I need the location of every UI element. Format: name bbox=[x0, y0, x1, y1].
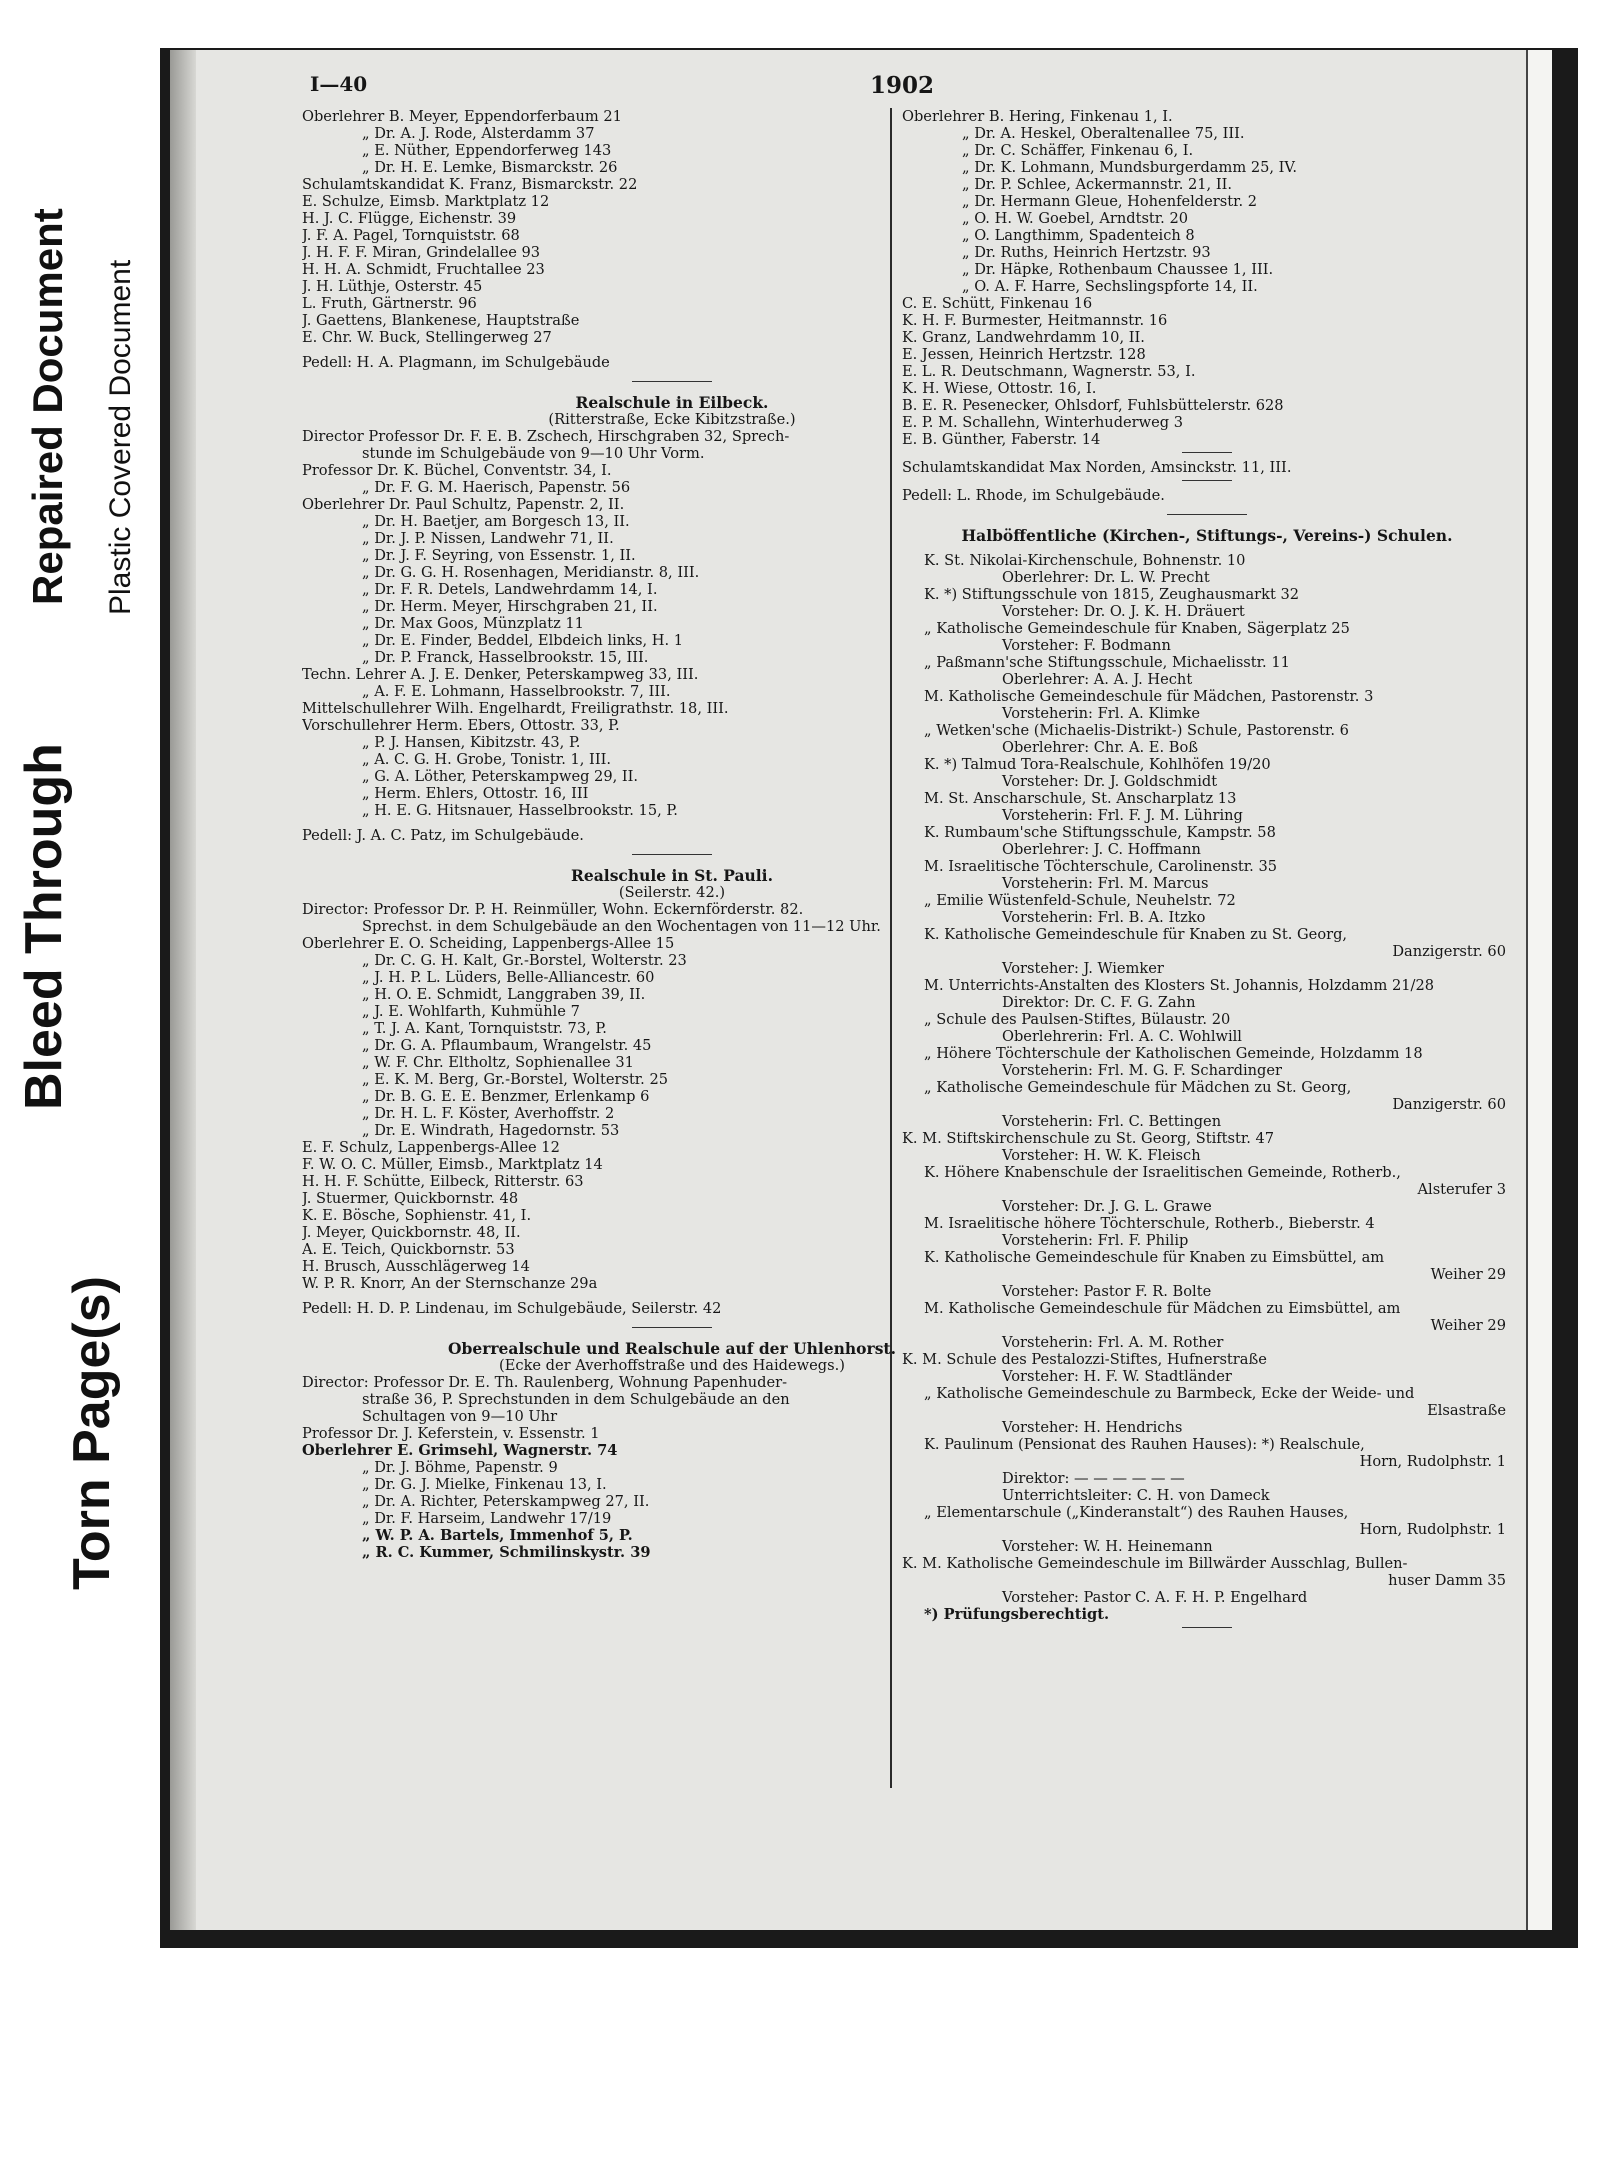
list-item: Vorschullehrer Herm. Ebers, Ottostr. 33, P. bbox=[302, 717, 620, 734]
section-title-uhlenhorst: Oberrealschule und Realschule auf der Uhlenhorst. bbox=[448, 1339, 896, 1358]
list-item: Oberlehrer B. Hering, Finkenau 1, I. bbox=[902, 108, 1173, 125]
list-item: Direktor: — — — — — — bbox=[1002, 1470, 1185, 1487]
list-item: K. H. Wiese, Ottostr. 16, I. bbox=[902, 380, 1097, 397]
list-item: F. W. O. C. Müller, Eimsb., Marktplatz 14 bbox=[302, 1156, 603, 1173]
list-item: „ Schule des Paulsen-Stiftes, Bülaustr. 20 bbox=[924, 1011, 1231, 1028]
list-item: Oberlehrer E. O. Scheiding, Lappenbergs-Allee 15 bbox=[302, 935, 675, 952]
list-item: J. Stuermer, Quickbornstr. 48 bbox=[302, 1190, 519, 1207]
list-item: J. Gaettens, Blankenese, Hauptstraße bbox=[302, 312, 580, 329]
right-column bbox=[902, 108, 1512, 1634]
list-item: „ O. H. W. Goebel, Arndtstr. 20 bbox=[962, 210, 1189, 227]
list-item: K. *) Talmud Tora-Realschule, Kohlhöfen 19/20 bbox=[924, 756, 1271, 773]
page-right-edge bbox=[1526, 50, 1552, 1930]
list-item: „ A. F. E. Lohmann, Hasselbrookstr. 7, III. bbox=[362, 683, 671, 700]
list-item: Vorsteherin: Frl. F. J. M. Lühring bbox=[1002, 807, 1243, 824]
list-item: Elsastraße bbox=[1427, 1402, 1506, 1419]
list-item: „ Dr. H. L. F. Köster, Averhoffstr. 2 bbox=[362, 1105, 615, 1122]
list-item: Horn, Rudolphstr. 1 bbox=[1359, 1453, 1506, 1470]
list-item: „ H. O. E. Schmidt, Langgraben 39, II. bbox=[362, 986, 646, 1003]
semi-public-schools-list bbox=[902, 552, 1512, 1623]
list-item: J. H. F. F. Miran, Grindelallee 93 bbox=[302, 244, 541, 261]
list-item: „ T. J. A. Kant, Tornquiststr. 73, P. bbox=[362, 1020, 607, 1037]
list-item: Alsterufer 3 bbox=[1417, 1181, 1506, 1198]
list-item: Vorsteher: Pastor C. A. F. H. P. Engelhard bbox=[1002, 1589, 1308, 1606]
list-item: „ Dr. J. Böhme, Papenstr. 9 bbox=[362, 1459, 558, 1476]
list-item: Vorsteher: Dr. J. G. L. Grawe bbox=[1002, 1198, 1212, 1215]
list-item: Vorsteher: Dr. O. J. K. H. Dräuert bbox=[1002, 603, 1245, 620]
page-number: I—40 bbox=[310, 72, 368, 96]
list-item: „ J. H. P. L. Lüders, Belle-Alliancestr. 60 bbox=[362, 969, 655, 986]
list-item: „ E. Nüther, Eppendorferweg 143 bbox=[362, 142, 612, 159]
list-item: Director: Professor Dr. P. H. Reinmüller, Wohn. Eckernförderstr. 82. bbox=[302, 901, 804, 918]
list-item: Vorsteher: Dr. J. Goldschmidt bbox=[1002, 773, 1218, 790]
list-item: „ Dr. K. Lohmann, Mundsburgerdamm 25, IV. bbox=[962, 159, 1298, 176]
list-item: Schulamtskandidat Max Norden, Amsinckstr. 11, III. bbox=[902, 459, 1292, 476]
list-item: stunde im Schulgebäude von 9—10 Uhr Vorm. bbox=[362, 445, 705, 462]
list-item: „ P. J. Hansen, Kibitzstr. 43, P. bbox=[362, 734, 581, 751]
list-item: K. Granz, Landwehrdamm 10, II. bbox=[902, 329, 1145, 346]
section-address: (Seilerstr. 42.) bbox=[618, 884, 726, 901]
list-item: Oberlehrer: Chr. A. E. Boß bbox=[1002, 739, 1198, 756]
list-item: Vorsteher: F. Bodmann bbox=[1002, 637, 1171, 654]
list-item: W. P. R. Knorr, An der Sternschanze 29a bbox=[302, 1275, 598, 1292]
list-item: E. Chr. W. Buck, Stellingerweg 27 bbox=[302, 329, 552, 346]
list-item: Professor Dr. J. Keferstein, v. Essenstr. 1 bbox=[302, 1425, 600, 1442]
list-item: M. Katholische Gemeindeschule für Mädchen zu Eimsbüttel, am bbox=[924, 1300, 1401, 1317]
section-title-semi-public-schools: Halböffentliche (Kirchen-, Stiftungs-, Vereins-) Schulen. bbox=[961, 526, 1453, 545]
list-item: H. H. A. Schmidt, Fruchtallee 23 bbox=[302, 261, 545, 278]
list-item: Weiher 29 bbox=[1430, 1266, 1506, 1283]
list-item: K. Katholische Gemeindeschule für Knaben zu Eimsbüttel, am bbox=[924, 1249, 1385, 1266]
list-item: K. Höhere Knabenschule der Israelitischen Gemeinde, Rotherb., bbox=[924, 1164, 1401, 1181]
list-item: Vorsteher: H. W. K. Fleisch bbox=[1002, 1147, 1201, 1164]
list-item: A. E. Teich, Quickbornstr. 53 bbox=[302, 1241, 515, 1258]
list-item: „ W. P. A. Bartels, Immenhof 5, P. bbox=[362, 1527, 633, 1544]
list-item: „ Katholische Gemeindeschule für Knaben, Sägerplatz 25 bbox=[924, 620, 1350, 637]
list-item: „ A. C. G. H. Grobe, Tonistr. 1, III. bbox=[362, 751, 611, 768]
list-item: Vorsteherin: Frl. A. M. Rother bbox=[1002, 1334, 1224, 1351]
list-item: „ Katholische Gemeindeschule zu Barmbeck, Ecke der Weide- und bbox=[924, 1385, 1415, 1402]
list-item: Schulamtskandidat K. Franz, Bismarckstr. 22 bbox=[302, 176, 638, 193]
list-item: Danzigerstr. 60 bbox=[1392, 943, 1506, 960]
list-item: „ Dr. H. E. Lemke, Bismarckstr. 26 bbox=[362, 159, 618, 176]
list-item: Vorsteher: Pastor F. R. Bolte bbox=[1002, 1283, 1212, 1300]
list-item: huser Damm 35 bbox=[1388, 1572, 1506, 1589]
list-item: Unterrichtsleiter: C. H. von Dameck bbox=[1002, 1487, 1270, 1504]
section-rule bbox=[1167, 514, 1247, 515]
list-item: „ Elementarschule („Kinderanstalt“) des Rauhen Hauses, bbox=[924, 1504, 1349, 1521]
section-rule bbox=[632, 381, 712, 382]
list-item: K. Rumbaum'sche Stiftungsschule, Kampstr. 58 bbox=[924, 824, 1276, 841]
list-item: H. J. C. Flügge, Eichenstr. 39 bbox=[302, 210, 517, 227]
section-title-st-pauli: Realschule in St. Pauli. bbox=[571, 866, 773, 885]
list-item: „ Katholische Gemeindeschule für Mädchen zu St. Georg, bbox=[924, 1079, 1352, 1096]
section-address: (Ritterstraße, Ecke Kibitzstraße.) bbox=[548, 411, 796, 428]
list-item: Vorsteherin: Frl. A. Klimke bbox=[1002, 705, 1201, 722]
list-item: „ Dr. A. Heskel, Oberaltenallee 75, III. bbox=[962, 125, 1245, 142]
list-item: K. St. Nikolai-Kirchenschule, Bohnenstr. 10 bbox=[924, 552, 1246, 569]
list-item: M. Unterrichts-Anstalten des Klosters St. Johannis, Holzdamm 21/28 bbox=[924, 977, 1435, 994]
list-item: K. M. Stiftskirchenschule zu St. Georg, Stiftstr. 47 bbox=[902, 1130, 1275, 1147]
list-item: M. Katholische Gemeindeschule für Mädchen, Pastorenstr. 3 bbox=[924, 688, 1374, 705]
list-item: „ Herm. Ehlers, Ottostr. 16, III bbox=[362, 785, 589, 802]
pedell-entry: Pedell: H. A. Plagmann, im Schulgebäude bbox=[302, 354, 610, 371]
list-item: „ Dr. A. Richter, Peterskampweg 27, II. bbox=[362, 1493, 650, 1510]
small-rule bbox=[1182, 452, 1232, 453]
list-item: Danzigerstr. 60 bbox=[1392, 1096, 1506, 1113]
list-item: Vorsteher: W. H. Heinemann bbox=[1002, 1538, 1213, 1555]
list-item: E. B. Günther, Faberstr. 14 bbox=[902, 431, 1101, 448]
list-item: Director Professor Dr. F. E. B. Zschech, Hirschgraben 32, Sprech- bbox=[302, 428, 790, 445]
page-spine-shadow bbox=[170, 50, 196, 1930]
list-item: „ Dr. C. G. H. Kalt, Gr.-Borstel, Wolterstr. 23 bbox=[362, 952, 687, 969]
list-item: Oberlehrer: A. A. J. Hecht bbox=[1002, 671, 1193, 688]
pedell-entry: Pedell: L. Rhode, im Schulgebäude. bbox=[902, 487, 1165, 504]
list-item: „ W. F. Chr. Eltholtz, Sophienallee 31 bbox=[362, 1054, 634, 1071]
list-item: E. F. Schulz, Lappenbergs-Allee 12 bbox=[302, 1139, 560, 1156]
list-item: K. Katholische Gemeindeschule für Knaben zu St. Georg, bbox=[924, 926, 1348, 943]
list-item: „ E. K. M. Berg, Gr.-Borstel, Wolterstr. 25 bbox=[362, 1071, 669, 1088]
list-item: Vorsteher: H. F. W. Stadtländer bbox=[1002, 1368, 1232, 1385]
section-rule bbox=[632, 1327, 712, 1328]
list-item: „ Dr. Hermann Gleue, Hohenfelderstr. 2 bbox=[962, 193, 1258, 210]
section-title-eilbeck: Realschule in Eilbeck. bbox=[575, 393, 769, 412]
list-item: B. E. R. Pesenecker, Ohlsdorf, Fuhlsbüttelerstr. 628 bbox=[902, 397, 1284, 414]
list-item: Oberlehrer: J. C. Hoffmann bbox=[1002, 841, 1201, 858]
small-rule bbox=[1182, 1627, 1232, 1628]
list-item: „ Dr. J. F. Seyring, von Essenstr. 1, II. bbox=[362, 547, 636, 564]
list-item: „ Wetken'sche (Michaelis-Distrikt-) Schule, Pastorenstr. 6 bbox=[924, 722, 1349, 739]
list-item: E. P. M. Schallehn, Winterhuderweg 3 bbox=[902, 414, 1184, 431]
list-item: Sprechst. in dem Schulgebäude an den Wochentagen von 11—12 Uhr. bbox=[362, 918, 881, 935]
list-item: Weiher 29 bbox=[1430, 1317, 1506, 1334]
list-item: Horn, Rudolphstr. 1 bbox=[1359, 1521, 1506, 1538]
list-item: „ Höhere Töchterschule der Katholischen Gemeinde, Holzdamm 18 bbox=[924, 1045, 1423, 1062]
list-item: „ J. E. Wohlfarth, Kuhmühle 7 bbox=[362, 1003, 580, 1020]
list-item: „ Dr. F. R. Detels, Landwehrdamm 14, I. bbox=[362, 581, 658, 598]
scanned-page bbox=[170, 50, 1552, 1930]
list-item: Vorsteherin: Frl. M. G. F. Schardinger bbox=[1002, 1062, 1283, 1079]
pedell-entry: Pedell: H. D. P. Lindenau, im Schulgebäude, Seilerstr. 42 bbox=[302, 1300, 722, 1317]
list-item: „ Dr. F. G. M. Haerisch, Papenstr. 56 bbox=[362, 479, 631, 496]
list-item: „ Dr. F. Harseim, Landwehr 17/19 bbox=[362, 1510, 612, 1527]
list-item: E. Jessen, Heinrich Hertzstr. 128 bbox=[902, 346, 1146, 363]
list-item: K. H. F. Burmester, Heitmannstr. 16 bbox=[902, 312, 1168, 329]
list-item: C. E. Schütt, Finkenau 16 bbox=[902, 295, 1093, 312]
list-item: J. F. A. Pagel, Tornquiststr. 68 bbox=[302, 227, 520, 244]
list-item: „ Dr. Häpke, Rothenbaum Chaussee 1, III. bbox=[962, 261, 1274, 278]
list-item: K. E. Bösche, Sophienstr. 41, I. bbox=[302, 1207, 532, 1224]
torn-pages-label: Torn Page(s) bbox=[63, 1276, 121, 1590]
list-item: Vorsteherin: Frl. B. A. Itzko bbox=[1002, 909, 1206, 926]
repaired-document-label: Repaired Document bbox=[24, 208, 71, 605]
list-item: E. Schulze, Eimsb. Marktplatz 12 bbox=[302, 193, 550, 210]
list-item: J. Meyer, Quickbornstr. 48, II. bbox=[302, 1224, 521, 1241]
list-item: „ Dr. P. Schlee, Ackermannstr. 21, II. bbox=[962, 176, 1233, 193]
list-item: L. Fruth, Gärtnerstr. 96 bbox=[302, 295, 477, 312]
list-item: „ Dr. J. P. Nissen, Landwehr 71, II. bbox=[362, 530, 614, 547]
section-address: (Ecke der Averhoffstraße und des Haidewegs.) bbox=[499, 1357, 845, 1374]
pedell-entry: Pedell: J. A. C. Patz, im Schulgebäude. bbox=[302, 827, 584, 844]
list-item: K. M. Katholische Gemeindeschule im Billwärder Ausschlag, Bullen- bbox=[902, 1555, 1408, 1572]
list-item: „ Dr. Max Goos, Münzplatz 11 bbox=[362, 615, 584, 632]
list-item: Oberlehrer Dr. Paul Schultz, Papenstr. 2, II. bbox=[302, 496, 625, 513]
list-item: Oberlehrer: Dr. L. W. Precht bbox=[1002, 569, 1210, 586]
small-rule bbox=[1182, 480, 1232, 481]
list-item: Direktor: Dr. C. F. G. Zahn bbox=[1002, 994, 1196, 1011]
list-item: „ Dr. Herm. Meyer, Hirschgraben 21, II. bbox=[362, 598, 658, 615]
list-item: Vorsteherin: Frl. C. Bettingen bbox=[1002, 1113, 1222, 1130]
list-item: „ Dr. E. Finder, Beddel, Elbdeich links, H. 1 bbox=[362, 632, 684, 649]
list-item: Director: Professor Dr. E. Th. Raulenberg, Wohnung Papenhuder- bbox=[302, 1374, 788, 1391]
list-item: „ O. Langthimm, Spadenteich 8 bbox=[962, 227, 1195, 244]
footnote: *) Prüfungsberechtigt. bbox=[924, 1606, 1110, 1623]
list-item: „ R. C. Kummer, Schmilinskystr. 39 bbox=[362, 1544, 651, 1561]
staff-list-continued bbox=[902, 108, 1512, 448]
list-item: Schultagen von 9—10 Uhr bbox=[362, 1408, 558, 1425]
list-item: „ Dr. H. Baetjer, am Borgesch 13, II. bbox=[362, 513, 630, 530]
list-item: Professor Dr. K. Büchel, Conventstr. 34, I. bbox=[302, 462, 612, 479]
list-item: K. *) Stiftungsschule von 1815, Zeughausmarkt 32 bbox=[924, 586, 1300, 603]
plastic-covered-label: Plastic Covered Document bbox=[104, 259, 137, 615]
list-item: H. Brusch, Ausschlägerweg 14 bbox=[302, 1258, 530, 1275]
list-item: Vorsteher: H. Hendrichs bbox=[1002, 1419, 1183, 1436]
section-rule bbox=[632, 854, 712, 855]
list-item: Oberlehrerin: Frl. A. C. Wohlwill bbox=[1002, 1028, 1242, 1045]
list-item: M. Israelitische Töchterschule, Carolinenstr. 35 bbox=[924, 858, 1278, 875]
list-item: „ Dr. A. J. Rode, Alsterdamm 37 bbox=[362, 125, 595, 142]
list-item: „ Paßmann'sche Stiftungsschule, Michaelisstr. 11 bbox=[924, 654, 1290, 671]
list-item: Techn. Lehrer A. J. E. Denker, Peterskampweg 33, III. bbox=[302, 666, 699, 683]
list-item: „ Dr. P. Franck, Hasselbrookstr. 15, III. bbox=[362, 649, 649, 666]
list-item: „ Dr. G. G. H. Rosenhagen, Meridianstr. 8, III. bbox=[362, 564, 700, 581]
list-item: Mittelschullehrer Wilh. Engelhardt, Freiligrathstr. 18, III. bbox=[302, 700, 729, 717]
list-item: „ Dr. E. Windrath, Hagedornstr. 53 bbox=[362, 1122, 620, 1139]
list-item: Vorsteherin: Frl. F. Philip bbox=[1002, 1232, 1189, 1249]
list-item: E. L. R. Deutschmann, Wagnerstr. 53, I. bbox=[902, 363, 1196, 380]
list-item: „ Dr. G. A. Pflaumbaum, Wrangelstr. 45 bbox=[362, 1037, 652, 1054]
list-item: „ Dr. Ruths, Heinrich Hertzstr. 93 bbox=[962, 244, 1211, 261]
list-item: „ H. E. G. Hitsnauer, Hasselbrookstr. 15, P. bbox=[362, 802, 678, 819]
list-item: M. Israelitische höhere Töchterschule, Rotherb., Bieberstr. 4 bbox=[924, 1215, 1375, 1232]
list-item: Oberlehrer B. Meyer, Eppendorferbaum 21 bbox=[302, 108, 622, 125]
list-item: „ Emilie Wüstenfeld-Schule, Neuhelstr. 72 bbox=[924, 892, 1236, 909]
bleed-through-label: Bleed Through bbox=[15, 743, 73, 1110]
list-item: straße 36, P. Sprechstunden in dem Schulgebäude an den bbox=[362, 1391, 790, 1408]
list-item: H. H. F. Schütte, Eilbeck, Ritterstr. 63 bbox=[302, 1173, 584, 1190]
list-item: „ G. A. Löther, Peterskampweg 29, II. bbox=[362, 768, 639, 785]
list-item: Oberlehrer E. Grimsehl, Wagnerstr. 74 bbox=[302, 1442, 618, 1459]
list-item: „ Dr. G. J. Mielke, Finkenau 13, I. bbox=[362, 1476, 607, 1493]
page-year: 1902 bbox=[870, 72, 935, 99]
list-item: J. H. Lüthje, Osterstr. 45 bbox=[302, 278, 483, 295]
list-item: Vorsteher: J. Wiemker bbox=[1002, 960, 1164, 977]
list-item: „ Dr. C. Schäffer, Finkenau 6, I. bbox=[962, 142, 1194, 159]
list-item: M. St. Anscharschule, St. Anscharplatz 13 bbox=[924, 790, 1237, 807]
list-item: „ Dr. B. G. E. E. Benzmer, Erlenkamp 6 bbox=[362, 1088, 650, 1105]
list-item: K. Paulinum (Pensionat des Rauhen Hauses): *) Realschule, bbox=[924, 1436, 1365, 1453]
list-item: „ O. A. F. Harre, Sechslingspforte 14, II. bbox=[962, 278, 1258, 295]
list-item: K. M. Schule des Pestalozzi-Stiftes, Hufnerstraße bbox=[902, 1351, 1267, 1368]
list-item: Vorsteherin: Frl. M. Marcus bbox=[1002, 875, 1209, 892]
